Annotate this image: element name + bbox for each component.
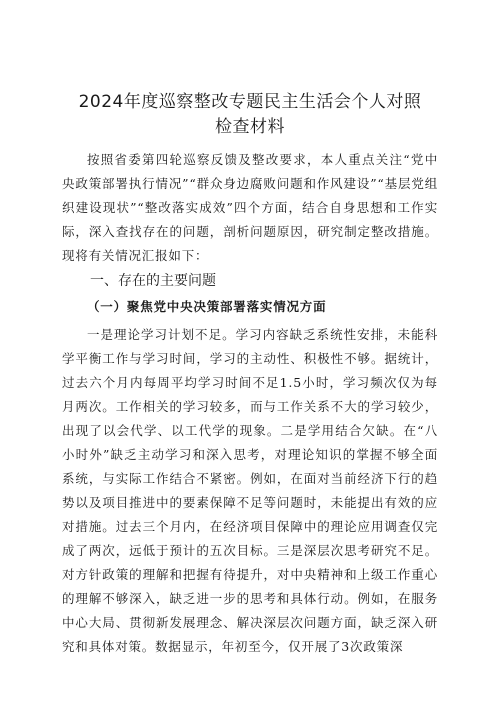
title-line-2: 检查材料: [215, 117, 285, 137]
subsection-heading-1: （一）聚焦党中央决策部署落实情况方面: [87, 299, 327, 314]
section-heading-1: 一、存在的主要问题: [90, 273, 216, 289]
intro-paragraph: 按照省委第四轮巡察反馈及整改要求，本人重点关注“党中央政策部署执行情况”“群众身边腐败问题和作风建设”“基层党组织建设现状”“整改落实成效”四个方面，结合自身思想和工作实际，深入查找存在的问题，剖析问题原因，研究制定整改措施。现将有关情况汇报如下：: [62, 152, 438, 263]
document-title: [62, 90, 438, 140]
body-paragraph: 一是理论学习计划不足。学习内容缺乏系统性安排，未能科学平衡工作与学习时间，学习的主动性、积极性不够。据统计，过去六个月内每周平均学习时间不足1.5小时，学习频次仅为每月两次。工作相关的学习较多，而与工作关系不大的学习较少，出现了以会代学、以工代学的现象。二是学用结合欠缺。在“八小时外”缺乏主动学习和深入思考，对理论知识的掌握不够全面系统，与实际工作结合不紧密。例如，在面对当前经济下行的趋势以及项目推进中的要素保障不足等问题时，未能提出有效的应对措施。过去三个月内，在经济项目保障中的理论应用调查仅完成了两次，远低于预计的五次目标。三是深层次思考研究不足。对方针政策的理解和把握有待提升，对中央精神和上级工作重心的理解不够深入，缺乏进一步的思考和具体行动。例如，在服务中心大局、贯彻新发展理念、解决深层次问题方面，缺乏深入研究和具体对策。数据显示，年初至今，仅开展了3次政策深: [62, 327, 438, 654]
title-line-1: 2024年度巡察整改专题民主生活会个人对照: [78, 92, 422, 112]
